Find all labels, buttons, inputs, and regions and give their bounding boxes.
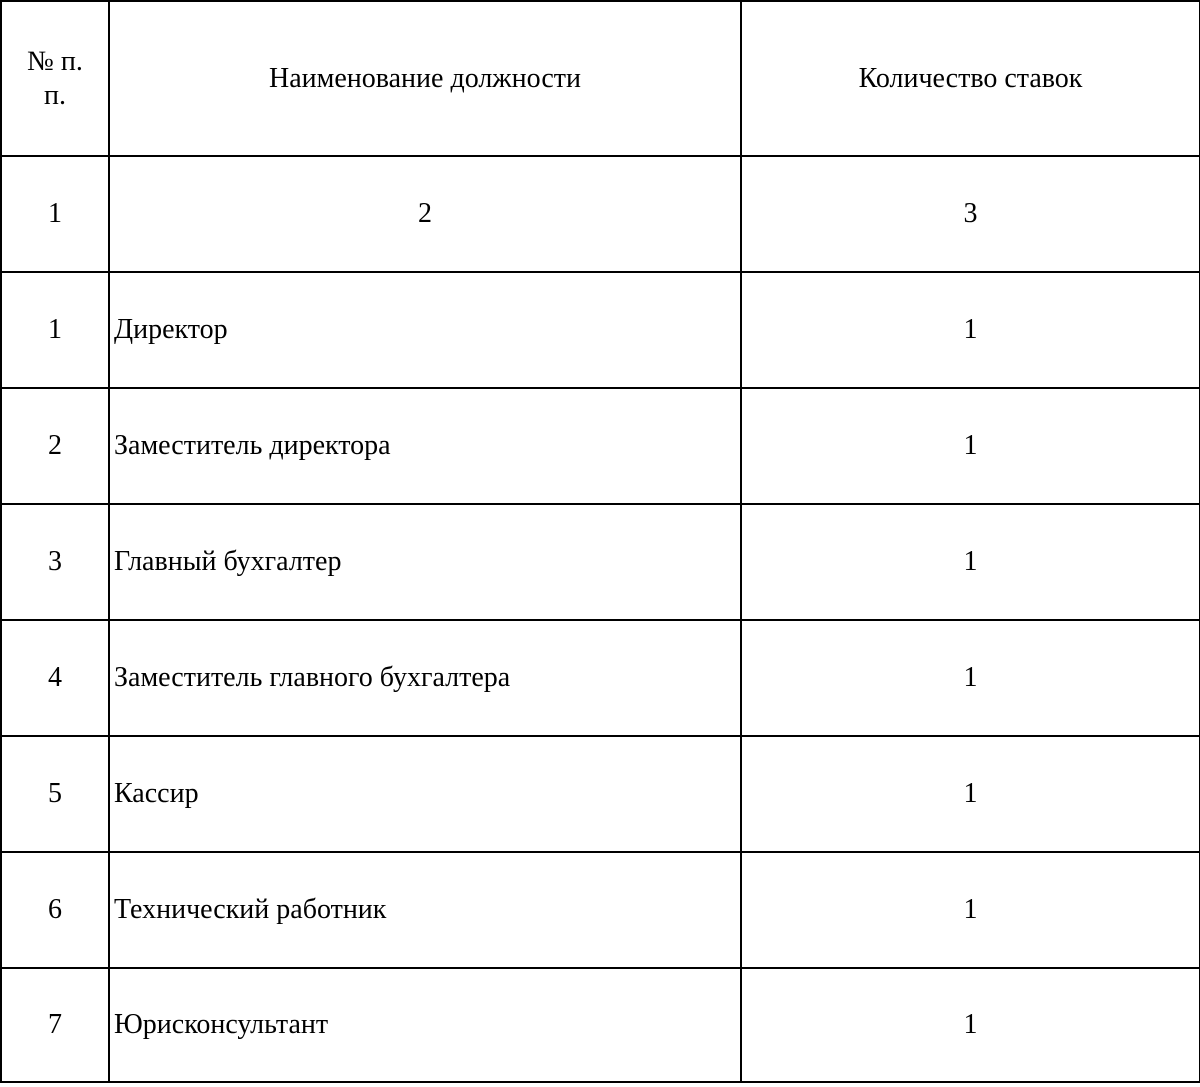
table-row [1,272,1200,388]
table-row [1,968,1200,1082]
column-number-3: 3 [741,156,1200,272]
row-position: Юрисконсультант [109,968,741,1082]
table-row [1,504,1200,620]
row-count: 1 [741,852,1200,968]
header-number [1,1,109,156]
row-position: Заместитель директора [109,388,741,504]
row-number: 7 [1,968,109,1082]
row-number: 5 [1,736,109,852]
table-row [1,852,1200,968]
header-number-line1: № п. [27,45,83,77]
column-number-row [1,156,1200,272]
row-count: 1 [741,968,1200,1082]
row-position: Директор [109,272,741,388]
header-count: Количество ставок [741,1,1200,156]
column-number-2: 2 [109,156,741,272]
row-position: Кассир [109,736,741,852]
table-row [1,620,1200,736]
row-number: 3 [1,504,109,620]
table-row [1,388,1200,504]
row-number: 6 [1,852,109,968]
row-position: Главный бухгалтер [109,504,741,620]
row-number: 2 [1,388,109,504]
table-header-row [1,1,1200,156]
row-number: 1 [1,272,109,388]
row-count: 1 [741,620,1200,736]
table-row [1,736,1200,852]
row-count: 1 [741,504,1200,620]
row-number: 4 [1,620,109,736]
header-position: Наименование должности [109,1,741,156]
row-position: Заместитель главного бухгалтера [109,620,741,736]
row-count: 1 [741,388,1200,504]
column-number-1: 1 [1,156,109,272]
header-number-line2: п. [44,79,66,111]
row-position: Технический работник [109,852,741,968]
row-count: 1 [741,736,1200,852]
row-count: 1 [741,272,1200,388]
